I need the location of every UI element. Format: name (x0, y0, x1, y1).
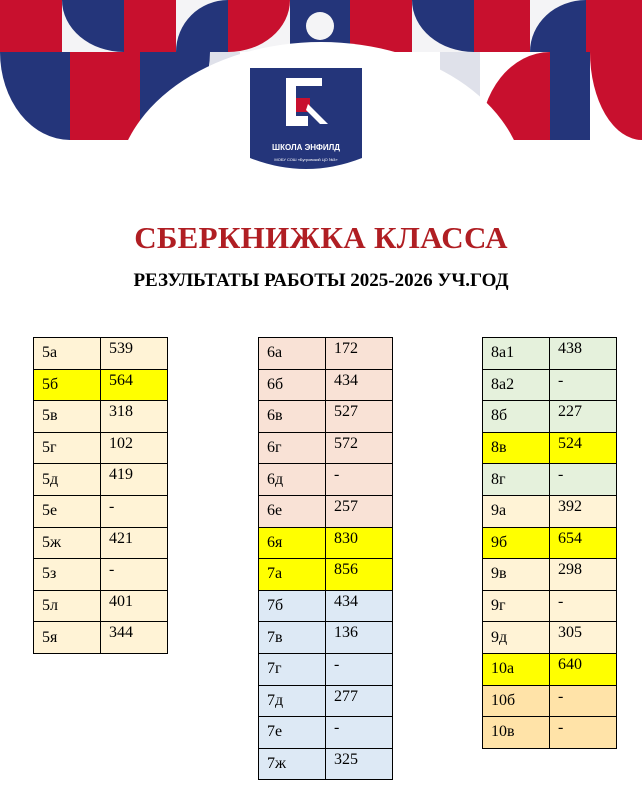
score-cell: - (550, 464, 617, 496)
score-cell: 856 (326, 559, 393, 591)
table-row (483, 685, 617, 717)
table-row (259, 432, 393, 464)
class-name-cell: 7а (259, 559, 326, 591)
score-cell: 136 (326, 622, 393, 654)
table-row (483, 464, 617, 496)
table-row (34, 369, 168, 401)
class-name-cell: 7ж (259, 748, 326, 780)
table-row (34, 622, 168, 654)
school-logo (250, 68, 362, 180)
table-row (34, 590, 168, 622)
table-row (483, 622, 617, 654)
table-row (259, 401, 393, 433)
score-cell: 654 (550, 527, 617, 559)
class-name-cell: 5з (34, 559, 101, 591)
class-name-cell: 5б (34, 369, 101, 401)
table-row (34, 401, 168, 433)
results-table-grades-6-7 (258, 337, 393, 780)
class-name-cell: 8в (483, 432, 550, 464)
class-name-cell: 6е (259, 495, 326, 527)
score-cell: 344 (101, 622, 168, 654)
table-row (34, 527, 168, 559)
table-row (259, 590, 393, 622)
table-row (483, 527, 617, 559)
score-cell: 392 (550, 495, 617, 527)
score-cell: - (550, 685, 617, 717)
score-cell: 419 (101, 464, 168, 496)
score-cell: 325 (326, 748, 393, 780)
table-row (259, 685, 393, 717)
class-name-cell: 5д (34, 464, 101, 496)
class-name-cell: 6я (259, 527, 326, 559)
score-cell: 401 (101, 590, 168, 622)
class-name-cell: 6б (259, 369, 326, 401)
class-name-cell: 7в (259, 622, 326, 654)
logo-subtitle: МОБУ СОШ «Бугровский ЦО №3» (274, 157, 338, 162)
class-name-cell: 8а2 (483, 369, 550, 401)
table-row (259, 464, 393, 496)
score-cell: 318 (101, 401, 168, 433)
logo-name: ШКОЛА ЭНФИЛД (272, 143, 340, 152)
class-name-cell: 5я (34, 622, 101, 654)
score-cell: - (550, 590, 617, 622)
class-name-cell: 8б (483, 401, 550, 433)
score-cell: - (101, 495, 168, 527)
score-cell: - (101, 559, 168, 591)
table-row (483, 338, 617, 370)
table-row (259, 748, 393, 780)
score-cell: 640 (550, 653, 617, 685)
table-row (34, 338, 168, 370)
score-cell: 434 (326, 590, 393, 622)
class-name-cell: 10б (483, 685, 550, 717)
score-cell: 830 (326, 527, 393, 559)
score-cell: 172 (326, 338, 393, 370)
score-cell: 434 (326, 369, 393, 401)
table-row (34, 495, 168, 527)
score-cell: 572 (326, 432, 393, 464)
score-cell: 102 (101, 432, 168, 464)
table-row (259, 369, 393, 401)
score-cell: 527 (326, 401, 393, 433)
class-name-cell: 6а (259, 338, 326, 370)
table-row (34, 559, 168, 591)
score-cell: 298 (550, 559, 617, 591)
class-name-cell: 9б (483, 527, 550, 559)
class-name-cell: 5в (34, 401, 101, 433)
score-cell: 539 (101, 338, 168, 370)
table-row (483, 401, 617, 433)
class-name-cell: 9а (483, 495, 550, 527)
table-row (259, 622, 393, 654)
table-row (34, 432, 168, 464)
page-subtitle: РЕЗУЛЬТАТЫ РАБОТЫ 2025-2026 УЧ.ГОД (133, 270, 509, 291)
score-cell: - (550, 369, 617, 401)
class-name-cell: 5л (34, 590, 101, 622)
table-row (483, 590, 617, 622)
score-cell: 438 (550, 338, 617, 370)
class-name-cell: 10в (483, 717, 550, 749)
class-name-cell: 8г (483, 464, 550, 496)
table-row (259, 653, 393, 685)
score-cell: - (326, 464, 393, 496)
class-name-cell: 5а (34, 338, 101, 370)
class-name-cell: 9в (483, 559, 550, 591)
score-cell: 564 (101, 369, 168, 401)
class-name-cell: 6д (259, 464, 326, 496)
table-row (483, 432, 617, 464)
table-row (483, 369, 617, 401)
class-name-cell: 7д (259, 685, 326, 717)
class-name-cell: 5ж (34, 527, 101, 559)
class-name-cell: 9д (483, 622, 550, 654)
score-cell: 257 (326, 495, 393, 527)
table-row (259, 717, 393, 749)
class-name-cell: 7б (259, 590, 326, 622)
class-name-cell: 5г (34, 432, 101, 464)
score-cell: 277 (326, 685, 393, 717)
results-table-grades-5 (33, 337, 168, 654)
class-name-cell: 8а1 (483, 338, 550, 370)
table-row (259, 338, 393, 370)
table-row (34, 464, 168, 496)
page-title: СБЕРКНИЖКА КЛАССА (134, 220, 508, 255)
score-cell: 421 (101, 527, 168, 559)
class-name-cell: 7г (259, 653, 326, 685)
table-row (483, 717, 617, 749)
class-name-cell: 6в (259, 401, 326, 433)
class-name-cell: 7е (259, 717, 326, 749)
score-cell: - (326, 717, 393, 749)
table-row (259, 495, 393, 527)
table-row (483, 653, 617, 685)
table-row (259, 527, 393, 559)
score-cell: - (326, 653, 393, 685)
table-row (483, 495, 617, 527)
score-cell: - (550, 717, 617, 749)
score-cell: 524 (550, 432, 617, 464)
table-row (483, 559, 617, 591)
class-name-cell: 10а (483, 653, 550, 685)
score-cell: 305 (550, 622, 617, 654)
results-table-grades-8-10 (482, 337, 617, 749)
table-row (259, 559, 393, 591)
class-name-cell: 5е (34, 495, 101, 527)
score-cell: 227 (550, 401, 617, 433)
class-name-cell: 6г (259, 432, 326, 464)
class-name-cell: 9г (483, 590, 550, 622)
